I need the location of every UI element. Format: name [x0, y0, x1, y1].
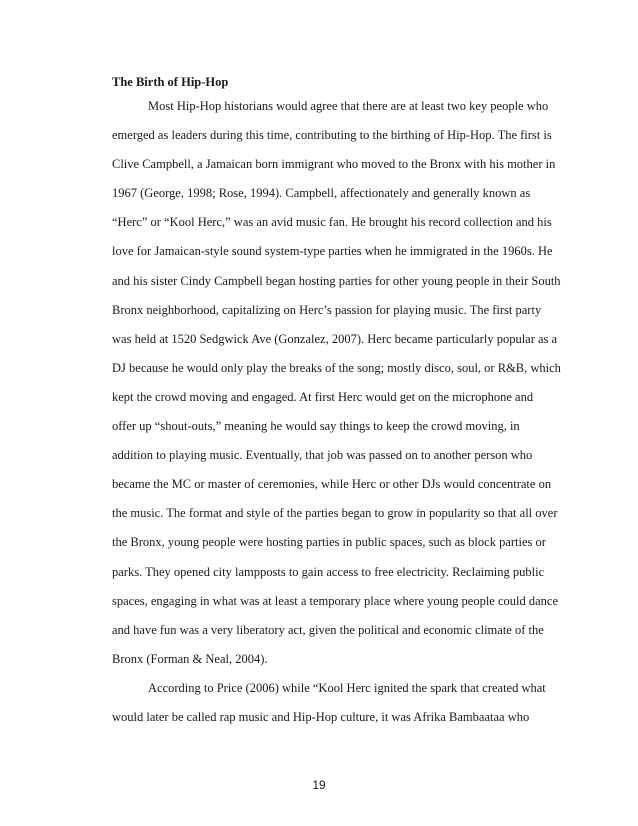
text-line: According to Price (2006) while “Kool Herc ignited the spark that created what — [148, 680, 546, 695]
text-line: would later be called rap music and Hip-Hop culture, it was Afrika Bambaataa who — [112, 709, 530, 724]
page-number: 19 — [312, 778, 326, 792]
text-line: and his sister Cindy Campbell began hosting parties for other young people in their South — [112, 273, 561, 288]
text-line: spaces, engaging in what was at least a temporary place where young people could dance — [112, 593, 559, 608]
text-line: Bronx (Forman & Neal, 2004). — [112, 651, 268, 666]
text-line: emerged as leaders during this time, contributing to the birthing of Hip-Hop. The first is — [112, 128, 552, 143]
text-line: 1967 (George, 1998; Rose, 1994). Campbell, affectionately and generally known as — [112, 186, 531, 201]
text-line: love for Jamaican-style sound system-type parties when he immigrated in the 1960s. He — [112, 244, 553, 259]
section-heading: The Birth of Hip-Hop — [112, 75, 229, 89]
text-line: “Herc” or “Kool Herc,” was an avid music fan. He brought his record collection and his — [112, 215, 552, 230]
text-line: the music. The format and style of the parties began to grow in popularity so that all over — [112, 506, 558, 521]
text-line: the Bronx, young people were hosting parties in public spaces, such as block parties or — [112, 535, 546, 550]
text-line: Clive Campbell, a Jamaican born immigrant who moved to the Bronx with his mother in — [112, 157, 556, 172]
text-line: kept the crowd moving and engaged. At first Herc would get on the microphone and — [112, 389, 534, 404]
text-line: offer up “shout-outs,” meaning he would say things to keep the crowd moving, in — [112, 419, 520, 434]
text-line: was held at 1520 Sedgwick Ave (Gonzalez, 2007). Herc became particularly popular as a — [112, 331, 558, 346]
text-line: became the MC or master of ceremonies, while Herc or other DJs would concentrate on — [112, 477, 552, 492]
text-line: and have fun was a very liberatory act, given the political and economic climate of the — [112, 622, 544, 637]
text-line: addition to playing music. Eventually, that job was passed on to another person who — [112, 448, 533, 463]
text-line: parks. They opened city lampposts to gain access to free electricity. Reclaiming public — [112, 564, 545, 579]
text-line: Most Hip-Hop historians would agree that there are at least two key people who — [148, 99, 549, 113]
text-line: DJ because he would only play the breaks of the song; mostly disco, soul, or R&B, which — [112, 360, 561, 375]
body-text — [112, 98, 572, 738]
text-line: Bronx neighborhood, capitalizing on Herc’s passion for playing music. The first party — [112, 302, 542, 317]
